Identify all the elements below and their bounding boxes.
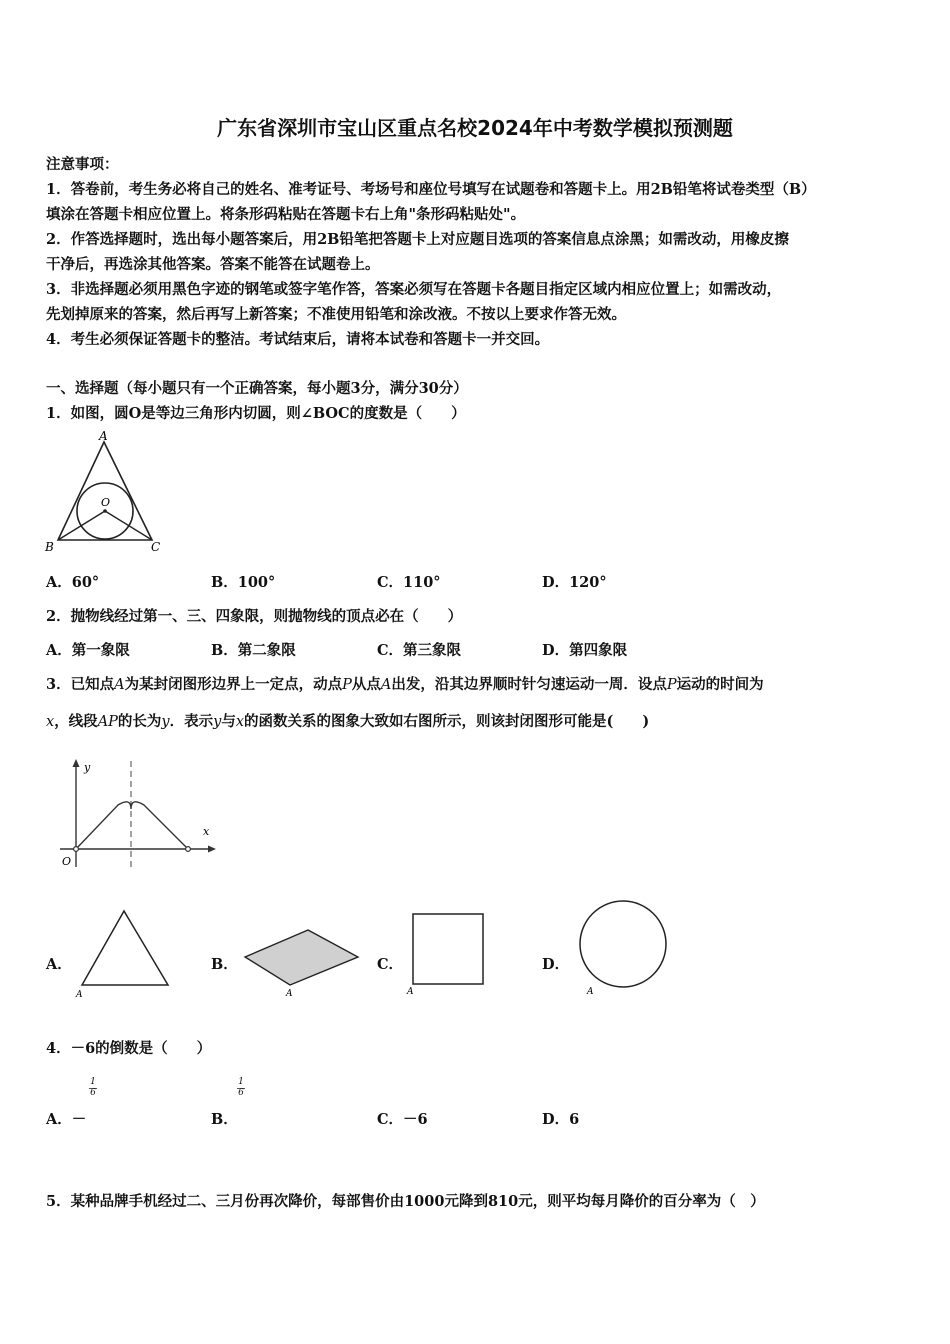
q1-option-d: D．120° xyxy=(542,574,607,591)
notice-heading: 注意事项： xyxy=(46,156,119,173)
notice-line: 先划掉原来的答案，然后再写上新答案；不准使用铅笔和涂改液。不按以上要求作答无效。 xyxy=(46,306,626,323)
q3-x-axis-label: x xyxy=(203,825,210,838)
q3-option-c-point: A xyxy=(407,987,414,997)
q2-option-c: C．第三象限 xyxy=(377,642,462,659)
q4-option-c: C．－6 xyxy=(377,1111,428,1128)
q4-option-d: D．6 xyxy=(542,1111,580,1128)
q1-label-c: C xyxy=(151,540,161,554)
q4-option-b: B． xyxy=(211,1111,238,1128)
q3-option-a-triangle xyxy=(74,905,174,1000)
q2-option-b: B．第二象限 xyxy=(211,642,296,659)
question-5-stem: 5．某种品牌手机经过二、三月份再次降价，每部售价由1000元降到810元，则平均每月降价的百分率为（ ） xyxy=(46,1193,765,1210)
question-3-line-1: 3．已知点A为某封闭图形边界上一定点，动点P从点A出发，沿其边界顺时针匀速运动一周．设点P运动的时间为 xyxy=(46,676,764,693)
q3-option-c-square xyxy=(404,910,489,995)
q3-option-d-circle xyxy=(575,898,675,998)
section-heading: 一、选择题（每小题只有一个正确答案，每小题3分，满分30分） xyxy=(46,380,468,397)
q1-label-a: A xyxy=(99,429,108,443)
q1-label-o: O xyxy=(101,496,111,509)
q1-option-b: B．100° xyxy=(211,574,276,591)
question-1-stem: 1．如图，圆O是等边三角形内切圆，则∠BOC的度数是（ ） xyxy=(46,405,466,422)
notice-line: 填涂在答题卡相应位置上。将条形码粘贴在答题卡右上角"条形码粘贴处"。 xyxy=(46,206,526,223)
q3-y-axis-label: y xyxy=(84,761,91,774)
q3-function-graph xyxy=(56,757,221,872)
q3-option-b-point: A xyxy=(286,989,293,999)
q1-figure xyxy=(44,428,174,558)
q1-option-c: C．110° xyxy=(377,574,441,591)
q4-option-a-fraction: 1 6 xyxy=(90,1077,96,1098)
q1-label-b: B xyxy=(45,540,54,554)
q3-option-a-label: A． xyxy=(46,956,72,973)
notice-line: 1．答卷前，考生务必将自己的姓名、准考证号、考场号和座位号填写在试题卷和答题卡上。用2B铅笔将试卷类型（B） xyxy=(46,181,816,198)
q2-option-d: D．第四象限 xyxy=(542,642,628,659)
q3-option-c-label: C． xyxy=(377,956,404,973)
q3-option-a-point: A xyxy=(76,990,83,1000)
q3-option-b-label: B． xyxy=(211,956,238,973)
q2-option-a: A．第一象限 xyxy=(46,642,130,659)
question-4-stem: 4．－6的倒数是（ ） xyxy=(46,1040,212,1057)
q3-option-d-label: D． xyxy=(542,956,570,973)
notice-line: 3．非选择题必须用黑色字迹的钢笔或签字笔作答，答案必须写在答题卡各题目指定区域内相应位置上；如需改动， xyxy=(46,281,782,298)
notice-line: 干净后，再选涂其他答案。答案不能答在试题卷上。 xyxy=(46,256,380,273)
q1-option-a: A．60° xyxy=(46,574,100,591)
q4-option-a: A．－ xyxy=(46,1111,87,1128)
q4-option-b-fraction: 1 6 xyxy=(238,1077,244,1098)
question-2-stem: 2．抛物线经过第一、三、四象限，则抛物线的顶点必在（ ） xyxy=(46,608,463,625)
q3-option-b-rhombus xyxy=(240,925,365,1000)
notice-line: 2．作答选择题时，选出每小题答案后，用2B铅笔把答题卡上对应题目选项的答案信息点涂黑；如需改动，用橡皮擦 xyxy=(46,231,789,248)
notice-line: 4．考生必须保证答题卡的整洁。考试结束后，请将本试卷和答题卡一并交回。 xyxy=(46,331,550,348)
page-title: 广东省深圳市宝山区重点名校2024年中考数学模拟预测题 xyxy=(217,116,733,140)
q3-origin-label: O xyxy=(62,855,72,868)
question-3-line-2: x，线段AP的长为y．表示y与x的函数关系的图象大致如右图所示，则该封闭图形可能是( ) xyxy=(46,713,650,730)
q3-option-d-point: A xyxy=(587,987,594,997)
